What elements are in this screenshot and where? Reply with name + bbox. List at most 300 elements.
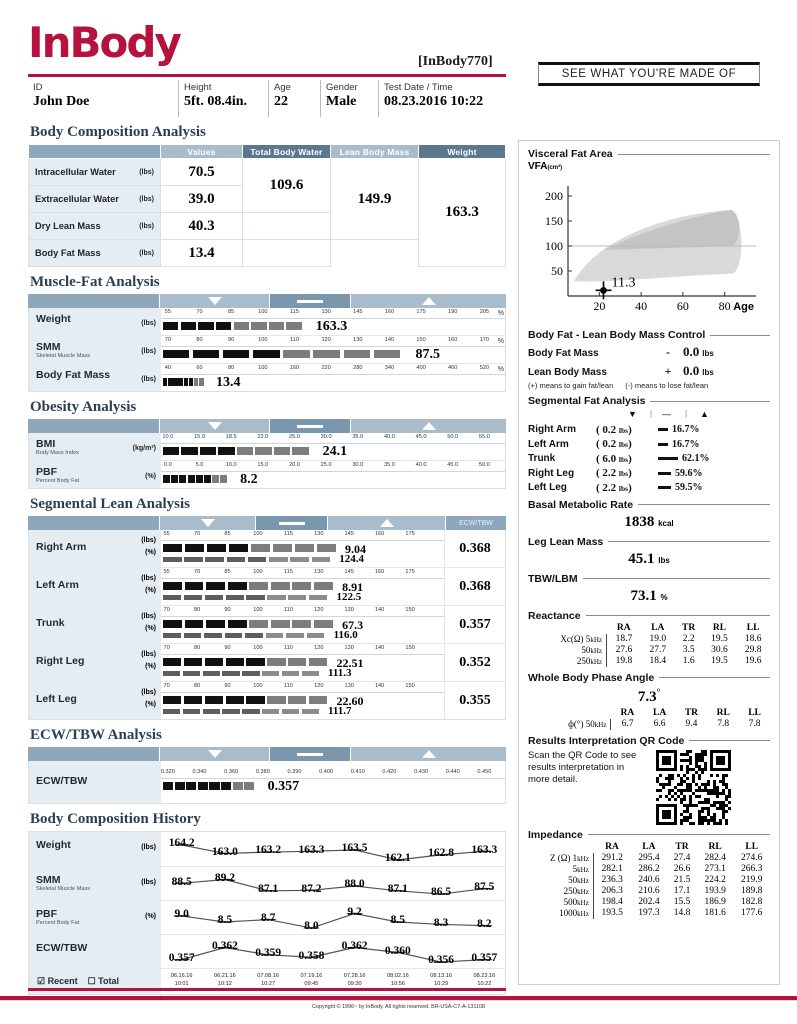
bar-segment bbox=[267, 696, 285, 704]
data-label: 163.5 bbox=[341, 842, 368, 855]
tick-label: 15.0 bbox=[257, 462, 269, 468]
field-gender-label: Gender bbox=[326, 82, 358, 93]
segfat-label: Right Leg bbox=[528, 467, 575, 479]
data-label: 8.5 bbox=[390, 914, 406, 927]
triangle-up-icon bbox=[422, 750, 436, 758]
freq-label: 250kHz bbox=[528, 656, 606, 667]
bar-segment bbox=[204, 633, 222, 638]
cell-TR: 21.5 bbox=[673, 875, 691, 885]
row-unit: (kg/m²) bbox=[132, 445, 156, 452]
segmental-fat-title: Segmental Fat Analysis bbox=[528, 395, 646, 407]
tick-label: 100 bbox=[258, 337, 268, 343]
bar-segment bbox=[228, 620, 247, 628]
tick-label: 60 bbox=[196, 365, 203, 371]
col-RL: RL bbox=[708, 841, 722, 852]
bar-segment bbox=[246, 595, 264, 600]
row-graph bbox=[161, 364, 505, 391]
vfa-title-row bbox=[528, 148, 770, 160]
value-bar bbox=[163, 633, 327, 638]
bar-value: 163.3 bbox=[315, 319, 348, 334]
row-name: ECW/TBW bbox=[36, 942, 88, 954]
bar-segment bbox=[245, 633, 263, 638]
segfat-pct: 59.5% bbox=[675, 482, 703, 493]
tick-label: 70 bbox=[163, 645, 170, 651]
graph-row bbox=[29, 363, 505, 391]
bar-segment bbox=[228, 582, 247, 590]
cell-LA: 19.0 bbox=[649, 634, 667, 644]
scale-ticks bbox=[161, 364, 505, 375]
row-label bbox=[29, 832, 161, 866]
bar-segment bbox=[200, 447, 216, 455]
bmr-unit: kcal bbox=[658, 518, 674, 528]
muscle-fat-graphs bbox=[28, 308, 506, 392]
field-gender bbox=[320, 80, 378, 117]
reactance-title-row bbox=[528, 610, 770, 622]
bfc-note-plus: (+) means to gain fat/lean bbox=[528, 381, 614, 390]
tick-mark-icon: | bbox=[685, 409, 688, 418]
triangle-up-icon bbox=[380, 519, 394, 527]
bar-segment bbox=[188, 475, 195, 483]
row-label bbox=[29, 433, 161, 460]
tick-label: 130 bbox=[321, 309, 331, 315]
tick-label: 50.0 bbox=[447, 434, 459, 440]
bar-segment bbox=[203, 671, 220, 676]
row-name: Right Leg bbox=[36, 655, 85, 667]
scale-ticks bbox=[161, 568, 444, 579]
bar-segment bbox=[226, 696, 244, 704]
graph-row bbox=[29, 308, 505, 335]
field-gender-value: Male bbox=[326, 94, 357, 109]
segfat-row bbox=[528, 453, 770, 465]
tick-label: 80 bbox=[193, 607, 201, 613]
tbwlbm-unit: % bbox=[660, 592, 668, 602]
segmental-row bbox=[29, 605, 505, 643]
reactance-title: Reactance bbox=[528, 609, 581, 622]
phase-angle-title: Whole Body Phase Angle bbox=[528, 671, 655, 684]
data-label: 0.357 bbox=[168, 952, 195, 965]
segfat-pct: 16.7% bbox=[672, 424, 700, 435]
bar-segment bbox=[288, 658, 306, 666]
history-title: Body Composition History bbox=[30, 811, 201, 827]
tick-label: 120 bbox=[314, 683, 324, 689]
data-label: 88.5 bbox=[171, 875, 192, 888]
bar-value-lb: 67.3 bbox=[342, 618, 364, 632]
bar-segment bbox=[274, 447, 290, 455]
inbody-logo: InBody bbox=[28, 18, 180, 67]
bar-segment bbox=[185, 544, 204, 552]
bar-segment bbox=[163, 595, 181, 600]
bar-segment bbox=[184, 696, 202, 704]
data-label: 9.0 bbox=[174, 908, 189, 921]
col-lbm: Lean Body Mass bbox=[331, 145, 419, 159]
phase-value: 7.3 bbox=[637, 688, 657, 705]
table-row bbox=[29, 159, 506, 186]
obesity-header bbox=[28, 419, 506, 433]
qr-section bbox=[528, 750, 770, 824]
field-age-label: Age bbox=[274, 82, 291, 93]
rule bbox=[586, 615, 770, 616]
tick-label: 100 bbox=[253, 569, 263, 575]
field-testdate bbox=[378, 80, 506, 117]
y-tick-label: 100 bbox=[545, 239, 563, 253]
col-LL: LL bbox=[745, 841, 759, 852]
data-label: 162.8 bbox=[428, 847, 455, 860]
degree-icon: ° bbox=[656, 686, 661, 697]
data-label: 0.357 bbox=[471, 952, 498, 965]
tick-label: 160 bbox=[374, 569, 385, 575]
scale-ticks bbox=[161, 644, 444, 655]
tick-label: 80 bbox=[228, 365, 235, 371]
bar-segment bbox=[163, 620, 182, 628]
vfa-value-label: 11.3 bbox=[611, 275, 636, 291]
segfat-pct: 16.7% bbox=[672, 438, 700, 450]
bar-segment bbox=[286, 322, 301, 330]
tick-label: 170 bbox=[479, 337, 490, 343]
bar-segment bbox=[185, 582, 204, 590]
tick-label: 55 bbox=[163, 569, 170, 575]
history-plot bbox=[161, 935, 505, 968]
total-toggle[interactable]: ☐ Total bbox=[87, 976, 119, 986]
cell-LA: 6.6 bbox=[653, 719, 666, 729]
qr-code-icon[interactable] bbox=[656, 750, 730, 824]
scale-ticks bbox=[161, 606, 444, 617]
cell-RL: 181.6 bbox=[704, 908, 726, 918]
bar-segment bbox=[253, 350, 279, 358]
history-plot bbox=[161, 867, 505, 900]
bar-segment bbox=[251, 544, 270, 552]
field-id-label: ID bbox=[33, 82, 43, 93]
muscle-fat-header bbox=[28, 294, 506, 308]
row-unit: (lbs) bbox=[141, 320, 156, 327]
cell-RL: 186.9 bbox=[704, 897, 726, 907]
bar-segment bbox=[184, 595, 202, 600]
dash-icon: — bbox=[662, 409, 671, 419]
hdr-normal bbox=[270, 294, 351, 308]
tick-label: 40 bbox=[164, 365, 171, 371]
bfm-value: 13.4 bbox=[161, 240, 243, 267]
corner bbox=[528, 623, 606, 634]
bar-segment bbox=[220, 475, 227, 483]
triangle-down-icon bbox=[208, 422, 222, 430]
cell-LA: 18.4 bbox=[649, 656, 667, 666]
row-label-bfm bbox=[29, 240, 161, 267]
tick-label: 90 bbox=[224, 607, 231, 613]
triangle-up-icon bbox=[422, 297, 436, 305]
row-name: ECW/TBW bbox=[36, 775, 88, 787]
data-label: 8.0 bbox=[304, 920, 319, 933]
segfat-row bbox=[528, 467, 770, 479]
scale-ticks bbox=[161, 336, 505, 347]
row-label-dlm bbox=[29, 213, 161, 240]
tick-label: 100 bbox=[258, 309, 268, 315]
bar-segment bbox=[344, 350, 370, 358]
row-unit: (lbs) bbox=[141, 879, 156, 886]
segfat-lbs: ( 0.2 lbs) bbox=[596, 438, 632, 450]
cell-LL: 182.8 bbox=[741, 897, 763, 907]
row-unit-lb: (lbs) bbox=[141, 689, 156, 696]
cell-LL: 177.6 bbox=[741, 908, 763, 918]
bar-segment bbox=[186, 782, 196, 790]
tick-label: 110 bbox=[283, 607, 293, 613]
device-model: [InBody770] bbox=[418, 54, 493, 69]
tick-label: 18.5 bbox=[225, 434, 237, 440]
cell-LA: 210.6 bbox=[638, 886, 660, 896]
bar-segment bbox=[179, 475, 186, 483]
cell-RL: 282.4 bbox=[704, 853, 726, 863]
segmental-fat-rows bbox=[528, 424, 770, 494]
row-graph bbox=[161, 308, 505, 335]
bfm-label: Body Fat Mass bbox=[35, 248, 101, 258]
bar-segment bbox=[163, 658, 181, 666]
ecw-tbw-value: 0.357 bbox=[444, 606, 505, 643]
y-tick-label: 200 bbox=[545, 189, 563, 203]
bar-segment bbox=[271, 582, 290, 590]
history-row bbox=[29, 900, 505, 934]
rule bbox=[650, 401, 770, 402]
col-RL: RL bbox=[716, 707, 730, 718]
graph-row bbox=[29, 335, 505, 363]
bar-segment bbox=[246, 658, 264, 666]
recent-toggle[interactable]: ☑ Recent bbox=[37, 976, 78, 986]
bar-line-lb bbox=[161, 655, 444, 668]
segfat-row bbox=[528, 424, 770, 436]
bar-segment bbox=[199, 378, 203, 386]
bar-segment bbox=[233, 782, 243, 790]
data-label: 0.356 bbox=[428, 954, 455, 967]
hdr-blank bbox=[28, 516, 160, 530]
bmr-title: Basal Metabolic Rate bbox=[528, 498, 634, 511]
data-label: 163.3 bbox=[471, 843, 498, 856]
tick-label: 55 bbox=[163, 531, 170, 537]
segfat-label: Right Arm bbox=[528, 424, 576, 435]
cell-TR: 14.8 bbox=[673, 908, 691, 918]
cell-RA: 193.5 bbox=[601, 908, 623, 918]
freq-label: Xc(Ω) 5kHz bbox=[528, 634, 606, 645]
bar-line bbox=[161, 319, 505, 335]
tick-label: 160 bbox=[289, 365, 300, 371]
cell-RA: 19.8 bbox=[615, 656, 633, 666]
row-sub: Skeletal Muscle Mass bbox=[36, 353, 91, 359]
tick-label: 140 bbox=[374, 683, 385, 689]
tick-label: 160 bbox=[448, 337, 458, 343]
bar-segment bbox=[288, 696, 306, 704]
scale-ticks bbox=[161, 682, 444, 693]
col-LL: LL bbox=[746, 622, 760, 633]
scale-ticks bbox=[161, 768, 505, 779]
segmental-lean-title: Segmental Lean Analysis bbox=[30, 496, 191, 512]
bar-segment bbox=[184, 557, 203, 562]
tick-label: 175 bbox=[405, 569, 415, 575]
scale-ticks bbox=[161, 461, 505, 472]
bfc-bfm-value: 0.0 bbox=[683, 344, 700, 359]
freq-label: 5kHz bbox=[528, 864, 593, 875]
bar-segment bbox=[163, 544, 182, 552]
cell-LA: 202.4 bbox=[638, 897, 660, 907]
row-name: Weight bbox=[36, 839, 71, 851]
bar-segment bbox=[196, 475, 203, 483]
bar-segment bbox=[314, 620, 333, 628]
row-label bbox=[29, 308, 161, 335]
row-unit-lb: (lbs) bbox=[141, 575, 156, 582]
tick-label: 35.0 bbox=[383, 462, 395, 468]
value-bar bbox=[163, 620, 336, 628]
history-plot bbox=[161, 832, 505, 866]
bar-segment bbox=[246, 696, 264, 704]
tick-label: 130 bbox=[314, 569, 324, 575]
data-label: 89.2 bbox=[214, 871, 235, 884]
rule bbox=[710, 335, 770, 336]
phase-angle-table bbox=[528, 708, 770, 730]
bar-value: 24.1 bbox=[322, 444, 348, 459]
y-tick-label: 150 bbox=[545, 214, 563, 228]
value-bar bbox=[163, 557, 333, 562]
cell-LL: 189.8 bbox=[741, 886, 763, 896]
tick-label: 100 bbox=[253, 531, 263, 537]
segfat-label: Left Leg bbox=[528, 482, 567, 493]
bar-segment bbox=[218, 447, 234, 455]
data-label: 87.2 bbox=[301, 882, 322, 895]
cell-LA: 240.6 bbox=[638, 875, 660, 885]
bar-segment bbox=[163, 582, 182, 590]
corner bbox=[528, 842, 593, 853]
bar-segment bbox=[205, 696, 223, 704]
x-axis-label: Age bbox=[733, 301, 754, 313]
bar-segment bbox=[309, 595, 327, 600]
tick-label: 160 bbox=[384, 309, 395, 315]
impedance-title: Impedance bbox=[528, 828, 583, 841]
rule bbox=[583, 578, 770, 579]
cell-TR: 27.4 bbox=[673, 853, 691, 863]
cell-TR: 3.5 bbox=[682, 645, 695, 655]
history-date: 07.08.16 10:27 bbox=[257, 973, 280, 987]
segfat-lbs: ( 2.2 lbs) bbox=[596, 481, 632, 494]
corner bbox=[528, 708, 611, 719]
row-label bbox=[29, 867, 161, 900]
col-LA: LA bbox=[642, 841, 656, 852]
table-row bbox=[528, 897, 770, 908]
segfat-marks bbox=[528, 409, 770, 421]
icw-value: 70.5 bbox=[161, 159, 243, 186]
history-row bbox=[29, 934, 505, 968]
bfm-unit: (lbs) bbox=[139, 250, 154, 257]
bar-line-pct bbox=[161, 668, 444, 679]
tick-label: 50.0 bbox=[478, 462, 490, 468]
bar-segment bbox=[317, 544, 336, 552]
qr-svg bbox=[656, 750, 731, 825]
bar-segment bbox=[181, 447, 197, 455]
segfat-bar bbox=[658, 428, 668, 431]
data-label: 162.1 bbox=[384, 852, 411, 865]
bfc-bfm-unit: lbs bbox=[702, 349, 714, 358]
body-composition-table bbox=[28, 144, 506, 267]
col-LL: LL bbox=[748, 707, 761, 718]
freq-label: ф(°) 50kHz bbox=[528, 719, 611, 730]
segmental-row bbox=[29, 567, 505, 605]
bar-segment bbox=[225, 633, 243, 638]
hdr-over bbox=[328, 516, 445, 530]
data-label: 164.2 bbox=[168, 837, 195, 850]
tick-mark-icon: | bbox=[650, 409, 653, 418]
bar-segment bbox=[302, 709, 319, 714]
bfc-row-lbm bbox=[528, 363, 770, 379]
row-graph bbox=[161, 461, 505, 488]
tick-label: 30.0 bbox=[320, 434, 332, 440]
tick-label: 45.0 bbox=[447, 462, 459, 468]
tbwlbm-value: 73.1 bbox=[630, 587, 657, 604]
qr-title: Results Interpretation QR Code bbox=[528, 734, 685, 747]
y-tick-label: 50 bbox=[551, 264, 563, 278]
row-sub: Percent Body Fat bbox=[36, 920, 80, 926]
value-bar bbox=[163, 709, 321, 714]
bf-lbm-control-title: Body Fat - Lean Body Mass Control bbox=[528, 329, 706, 341]
tick-label: 55.0 bbox=[478, 434, 490, 440]
tick-label: 175 bbox=[405, 531, 415, 537]
bar-segment bbox=[262, 709, 279, 714]
bar-value: 0.357 bbox=[267, 779, 300, 794]
graph-row bbox=[29, 761, 505, 803]
hdr-blank bbox=[28, 747, 160, 761]
bar-segment bbox=[206, 620, 225, 628]
bar-line bbox=[161, 444, 505, 460]
qr-instruction: Scan the QR Code to see results interpretation in more detail. bbox=[528, 749, 637, 785]
hdr-under bbox=[160, 419, 270, 433]
vfa-data-point bbox=[600, 287, 607, 294]
history-dots bbox=[161, 867, 505, 900]
bar-segment bbox=[163, 447, 179, 455]
table-header-row bbox=[528, 623, 770, 634]
tick-label: 70 bbox=[164, 337, 171, 343]
value-bar bbox=[163, 595, 330, 600]
row-unit-pct: (%) bbox=[145, 701, 156, 708]
tick-label: 150 bbox=[405, 683, 415, 689]
tick-label: 85 bbox=[224, 531, 231, 537]
row-unit-pct: (%) bbox=[145, 663, 156, 670]
bar-line bbox=[161, 347, 505, 363]
value-bar bbox=[163, 475, 228, 483]
segfat-title-row bbox=[528, 395, 770, 407]
tick-label: 0.390 bbox=[287, 769, 302, 775]
bfc-notes bbox=[528, 381, 770, 390]
row-unit-lb: (lbs) bbox=[141, 651, 156, 658]
hdr-under bbox=[160, 294, 270, 308]
data-label: 163.2 bbox=[255, 844, 282, 857]
tick-label: 150 bbox=[405, 645, 415, 651]
ecw-tbw-value: 0.352 bbox=[444, 644, 505, 681]
data-label: 9.2 bbox=[347, 905, 362, 918]
segfat-row bbox=[528, 438, 770, 450]
bar-segment bbox=[216, 322, 231, 330]
row-label bbox=[29, 935, 161, 968]
segfat-label: Left Arm bbox=[528, 438, 569, 450]
footer-rule-2 bbox=[0, 1000, 797, 1001]
tick-label: 175 bbox=[416, 309, 426, 315]
bar-segment bbox=[171, 475, 178, 483]
bar-segment bbox=[204, 475, 211, 483]
cell-TR: 2.2 bbox=[682, 634, 695, 644]
bar-segment bbox=[266, 633, 284, 638]
row-name: BMI bbox=[36, 438, 56, 450]
bar-segment bbox=[207, 544, 226, 552]
tbwlbm-value-row bbox=[528, 588, 770, 605]
bar-line-lb bbox=[161, 693, 444, 706]
bar-segment bbox=[221, 782, 231, 790]
table-row bbox=[528, 886, 770, 897]
dlm-unit: (lbs) bbox=[139, 223, 154, 230]
cell-RL: 19.5 bbox=[711, 656, 728, 666]
bar-segment bbox=[163, 350, 189, 358]
lbm-value: 149.9 bbox=[331, 159, 419, 240]
bar-segment bbox=[183, 709, 200, 714]
